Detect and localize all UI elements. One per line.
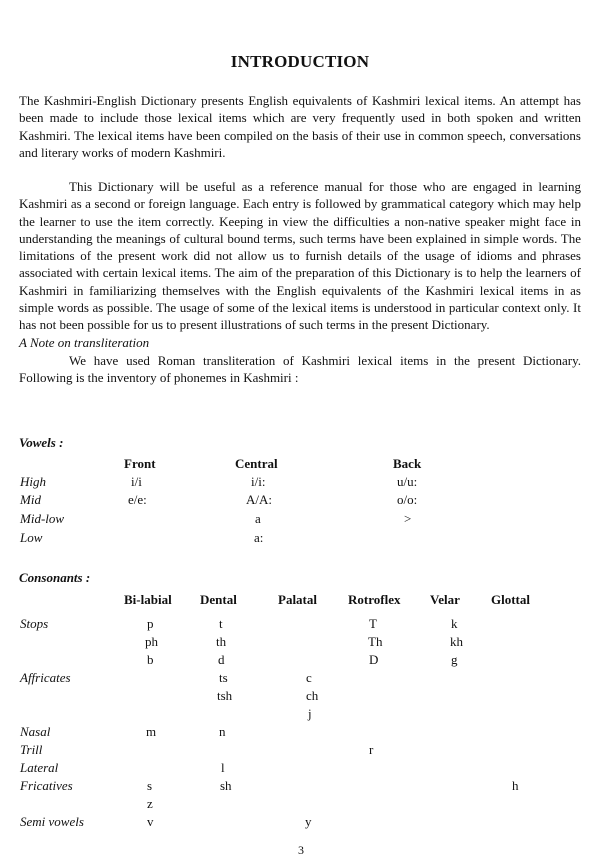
vowels-row-label: High xyxy=(20,474,46,489)
vowels-row-label: Mid xyxy=(20,492,41,507)
consonants-cell: l xyxy=(221,760,225,775)
consonants-row-label: Fricatives xyxy=(20,778,73,793)
consonants-column-bilabial: Bi-labial xyxy=(124,592,172,607)
consonants-cell: b xyxy=(147,652,154,667)
consonants-cell: c xyxy=(306,670,312,685)
consonants-cell: ph xyxy=(145,634,158,649)
consonants-cell: D xyxy=(369,652,379,667)
consonants-cell: s xyxy=(147,778,153,793)
consonants-cell: v xyxy=(147,814,154,829)
consonants-cell: k xyxy=(451,616,458,631)
consonants-row-label: Semi vowels xyxy=(20,814,84,829)
consonants-row-label: Lateral xyxy=(20,760,59,775)
consonants-column-retroflex: Rotroflex xyxy=(348,592,401,607)
consonants-cell: h xyxy=(512,778,519,793)
consonants-heading: Consonants : xyxy=(19,570,91,585)
consonants-cell: Th xyxy=(368,634,383,649)
vowels-heading: Vowels : xyxy=(19,435,64,450)
consonants-cell: y xyxy=(305,814,312,829)
consonants-column-glottal: Glottal xyxy=(491,592,530,607)
page-title: INTRODUCTION xyxy=(230,52,370,71)
note-heading: A Note on transliteration xyxy=(19,335,150,350)
vowels-cell: o/o: xyxy=(397,492,418,507)
consonants-column-dental: Dental xyxy=(200,592,237,607)
vowels-cell: i/i: xyxy=(251,474,266,489)
vowels-cell: a xyxy=(255,511,261,526)
consonants-cell: j xyxy=(308,706,312,721)
consonants-cell: t xyxy=(219,616,223,631)
consonants-cell: n xyxy=(219,724,226,739)
consonants-cell: r xyxy=(369,742,374,757)
vowels-row-label: Mid-low xyxy=(20,511,65,526)
vowels-column-back: Back xyxy=(393,456,422,471)
consonants-cell: ts xyxy=(219,670,228,685)
consonants-row-label: Stops xyxy=(20,616,49,631)
consonants-cell: T xyxy=(369,616,377,631)
vowels-column-central: Central xyxy=(235,456,278,471)
consonants-column-palatal: Palatal xyxy=(278,592,317,607)
consonants-cell: sh xyxy=(220,778,232,793)
consonants-cell: tsh xyxy=(217,688,233,703)
vowels-cell: a: xyxy=(254,530,264,545)
note-paragraph: We have used Roman transliteration of Kashmiri lexical items in the present Dictionary. Following is the inventory of phonemes in Kashmiri : xyxy=(19,353,581,386)
consonants-cell: p xyxy=(147,616,154,631)
vowels-cell: > xyxy=(404,511,412,526)
consonants-row-label: Nasal xyxy=(20,724,51,739)
consonants-cell: ch xyxy=(306,688,319,703)
consonants-column-velar: Velar xyxy=(430,592,460,607)
consonants-row-label: Affricates xyxy=(20,670,71,685)
vowels-cell: e/e: xyxy=(128,492,147,507)
intro-paragraph-2: This Dictionary will be useful as a reference manual for those who are engaged in learning Kashmiri as a second or foreign language. Each entry is followed by grammatical category which may help the learner to use the item correctly. Keeping in view the difficulties a non-native speaker might face in understanding the meanings of cultural bound terms, such terms have been explained in simple words. The limitations of the present work did not allow us to furnish details of the usage of idioms and phrases associated with certain lexical items. The aim of the preparation of this Dictionary is to help the learners of Kashmiri in familiarizing themselves with the English equivalents of the Kashmiri lexical items in as simple words as possible. The usage of some of the lexical items is understood in particular context only. It has not been possible for us to present illustrations of such terms in the present Dictionary. xyxy=(19,179,581,333)
consonants-cell: g xyxy=(451,652,458,667)
vowels-column-front: Front xyxy=(124,456,156,471)
consonants-row-label: Trill xyxy=(20,742,43,757)
consonants-cell: th xyxy=(216,634,227,649)
consonants-cell: m xyxy=(146,724,157,739)
vowels-row-label: Low xyxy=(20,530,43,545)
consonants-cell: z xyxy=(147,796,153,811)
intro-paragraph-1: The Kashmiri-English Dictionary presents English equivalents of Kashmiri lexical items. An attempt has been made to include those lexical items which are very frequently used in both spoken and written Kashmiri. The lexical items have been compiled on the basis of their use in common speech, conversations and literary works of modern Kashmiri. xyxy=(19,93,581,160)
vowels-cell: i/i xyxy=(131,474,142,489)
page-number: 3 xyxy=(298,843,304,857)
vowels-cell: A/A: xyxy=(246,492,272,507)
consonants-cell: d xyxy=(218,652,225,667)
vowels-cell: u/u: xyxy=(397,474,418,489)
consonants-cell: kh xyxy=(450,634,463,649)
